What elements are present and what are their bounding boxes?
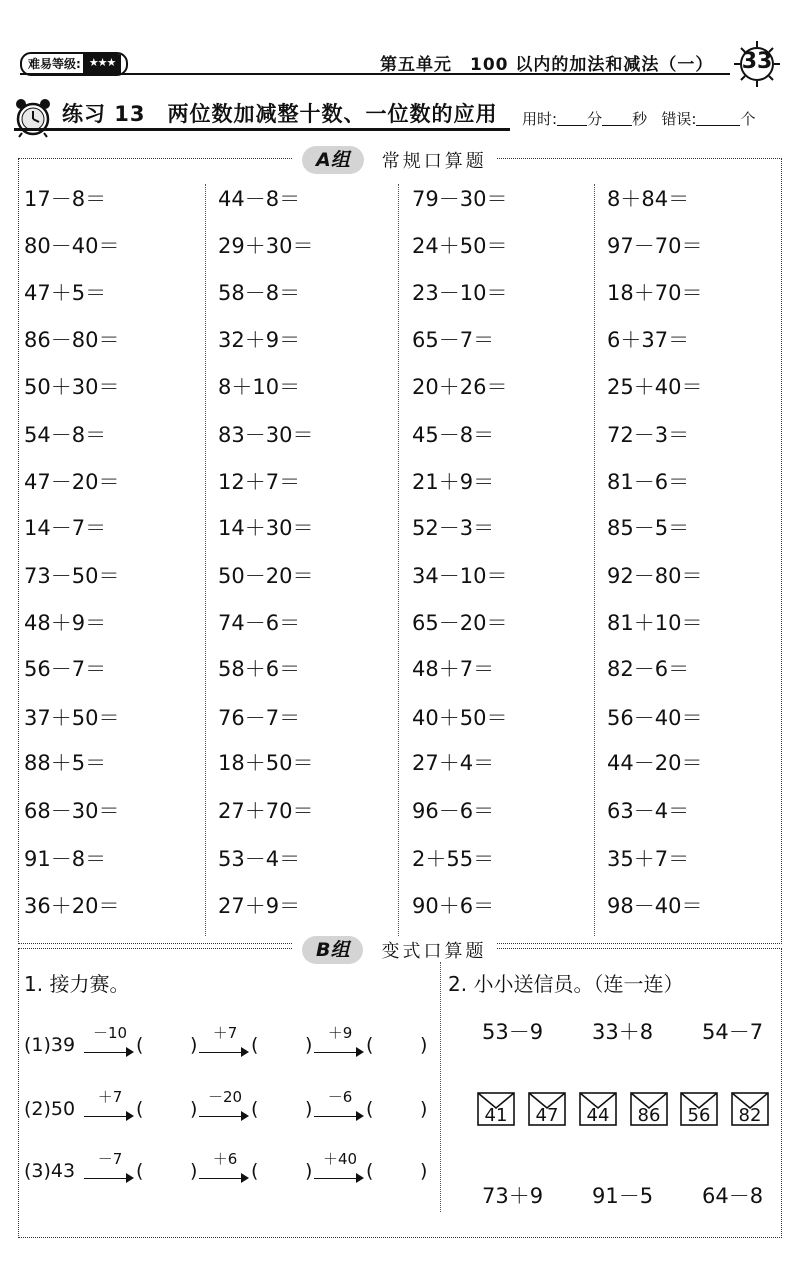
- arithmetic-question: 54－8＝: [24, 423, 107, 447]
- arithmetic-question: 8＋84＝: [607, 187, 690, 211]
- arrow-shaft: [199, 1052, 243, 1053]
- sender-expression: 64－8: [702, 1184, 764, 1208]
- envelope-number: 56: [687, 1105, 711, 1126]
- arrow-shaft: [84, 1178, 128, 1179]
- seconds-blank[interactable]: [602, 111, 632, 126]
- arithmetic-question: 85－5＝: [607, 516, 690, 540]
- arithmetic-question: 76－7＝: [218, 706, 301, 730]
- arithmetic-question: 37＋50＝: [24, 706, 120, 730]
- relay-operation: －20: [207, 1088, 243, 1106]
- group-b-badge: B组: [302, 936, 363, 964]
- envelope-number: 41: [484, 1105, 508, 1126]
- timing-record: [522, 108, 755, 129]
- arithmetic-question: 82－6＝: [607, 657, 690, 681]
- sender-expression: 33＋8: [592, 1020, 654, 1044]
- arrow-head: [126, 1111, 134, 1121]
- envelope-number: 86: [637, 1105, 661, 1126]
- section-b-title: 变式口算题: [381, 941, 487, 962]
- arithmetic-question: 48＋7＝: [412, 657, 495, 681]
- open-paren: (: [366, 1034, 374, 1056]
- sender-expression: 73＋9: [482, 1184, 544, 1208]
- arithmetic-question: 36＋20＝: [24, 894, 120, 918]
- arithmetic-question: 44－20＝: [607, 751, 703, 775]
- arithmetic-question: 68－30＝: [24, 799, 120, 823]
- close-paren: ): [305, 1034, 313, 1056]
- open-paren: (: [251, 1160, 259, 1182]
- envelope-icon[interactable]: [680, 1092, 718, 1126]
- close-paren: ): [190, 1034, 198, 1056]
- close-paren: ): [190, 1160, 198, 1182]
- arithmetic-question: 17－8＝: [24, 187, 107, 211]
- envelope-number: 47: [535, 1105, 559, 1126]
- arithmetic-question: 58＋6＝: [218, 657, 301, 681]
- arrow-head: [241, 1173, 249, 1183]
- arithmetic-question: 8＋10＝: [218, 375, 301, 399]
- arrow-head: [241, 1047, 249, 1057]
- arithmetic-question: 65－7＝: [412, 328, 495, 352]
- arithmetic-question: 83－30＝: [218, 423, 314, 447]
- arithmetic-question: 91－8＝: [24, 847, 107, 871]
- arithmetic-question: 90＋6＝: [412, 894, 495, 918]
- relay-operation: ＋7: [97, 1088, 123, 1106]
- section-b-divider: [440, 962, 441, 1212]
- arithmetic-question: 81－6＝: [607, 470, 690, 494]
- arithmetic-question: 14＋30＝: [218, 516, 314, 540]
- sender-expression: 91－5: [592, 1184, 654, 1208]
- envelope-number: 82: [738, 1105, 762, 1126]
- arithmetic-question: 98－40＝: [607, 894, 703, 918]
- relay-title: 1. 接力赛。: [24, 972, 130, 996]
- arithmetic-question: 80－40＝: [24, 234, 120, 258]
- open-paren: (: [251, 1098, 259, 1120]
- page-number-badge: [733, 40, 781, 88]
- unit-title: 第五单元 100 以内的加法和减法（一）: [380, 55, 714, 75]
- relay-operation: －7: [97, 1150, 123, 1168]
- errors-label: 错误:: [661, 110, 697, 128]
- page-number: 33: [741, 49, 773, 74]
- arithmetic-question: 48＋9＝: [24, 611, 107, 635]
- minutes-blank[interactable]: [557, 111, 587, 126]
- arrow-shaft: [84, 1052, 128, 1053]
- arithmetic-question: 47＋5＝: [24, 281, 107, 305]
- alarm-clock-icon: [12, 96, 54, 138]
- arithmetic-question: 14－7＝: [24, 516, 107, 540]
- arrow-head: [241, 1111, 249, 1121]
- arithmetic-question: 65－20＝: [412, 611, 508, 635]
- arrow-shaft: [314, 1178, 358, 1179]
- arrow-shaft: [199, 1178, 243, 1179]
- arithmetic-question: 86－80＝: [24, 328, 120, 352]
- arithmetic-question: 27＋70＝: [218, 799, 314, 823]
- arithmetic-question: 18＋50＝: [218, 751, 314, 775]
- open-paren: (: [136, 1098, 144, 1120]
- arithmetic-question: 52－3＝: [412, 516, 495, 540]
- column-divider: [205, 184, 206, 936]
- open-paren: (: [136, 1160, 144, 1182]
- lesson-title-rule: [14, 128, 510, 131]
- arithmetic-question: 27＋9＝: [218, 894, 301, 918]
- arrow-head: [356, 1047, 364, 1057]
- column-divider: [398, 184, 399, 936]
- relay-start: (2)50: [24, 1098, 76, 1120]
- arithmetic-question: 50＋30＝: [24, 375, 120, 399]
- relay-row: [24, 1020, 434, 1060]
- arrow-head: [356, 1111, 364, 1121]
- relay-row: [24, 1084, 434, 1124]
- arithmetic-question: 56－7＝: [24, 657, 107, 681]
- close-paren: ): [305, 1160, 313, 1182]
- arithmetic-question: 92－80＝: [607, 564, 703, 588]
- close-paren: ): [420, 1160, 428, 1182]
- column-divider: [594, 184, 595, 936]
- arithmetic-question: 20＋26＝: [412, 375, 508, 399]
- arrow-shaft: [314, 1052, 358, 1053]
- difficulty-label: 难易等级:: [28, 57, 81, 71]
- relay-start: (3)43: [24, 1160, 76, 1182]
- envelope-icon[interactable]: [731, 1092, 769, 1126]
- envelope-icon[interactable]: [528, 1092, 566, 1126]
- envelope-icon[interactable]: [579, 1092, 617, 1126]
- arithmetic-question: 88＋5＝: [24, 751, 107, 775]
- arithmetic-question: 34－10＝: [412, 564, 508, 588]
- difficulty-stars: ★★★: [83, 54, 122, 74]
- arrow-shaft: [84, 1116, 128, 1117]
- seconds-label: 秒: [632, 110, 648, 128]
- relay-start: (1)39: [24, 1034, 76, 1056]
- envelope-number: 44: [586, 1105, 610, 1126]
- lesson-title: 练习 13 两位数加减整十数、一位数的应用: [62, 102, 498, 126]
- arithmetic-question: 50－20＝: [218, 564, 314, 588]
- section-a-box: [18, 158, 782, 944]
- relay-operation: ＋6: [212, 1150, 238, 1168]
- arithmetic-question: 32＋9＝: [218, 328, 301, 352]
- arithmetic-question: 35＋7＝: [607, 847, 690, 871]
- arrow-shaft: [314, 1116, 358, 1117]
- envelope-icon[interactable]: [630, 1092, 668, 1126]
- close-paren: ): [420, 1034, 428, 1056]
- arithmetic-question: 58－8＝: [218, 281, 301, 305]
- arithmetic-question: 21＋9＝: [412, 470, 495, 494]
- arrow-head: [126, 1173, 134, 1183]
- minutes-label: 分: [587, 110, 603, 128]
- arithmetic-question: 18＋70＝: [607, 281, 703, 305]
- sender-expression: 54－7: [702, 1020, 764, 1044]
- arithmetic-question: 79－30＝: [412, 187, 508, 211]
- errors-unit: 个: [740, 110, 756, 128]
- arrow-head: [356, 1173, 364, 1183]
- envelope-icon[interactable]: [477, 1092, 515, 1126]
- relay-operation: ＋7: [212, 1024, 238, 1042]
- close-paren: ): [420, 1098, 428, 1120]
- relay-operation: ＋40: [322, 1150, 358, 1168]
- close-paren: ): [305, 1098, 313, 1120]
- open-paren: (: [366, 1098, 374, 1120]
- errors-blank[interactable]: [696, 111, 740, 126]
- arithmetic-question: 12＋7＝: [218, 470, 301, 494]
- arithmetic-question: 53－4＝: [218, 847, 301, 871]
- relay-operation: ＋9: [327, 1024, 353, 1042]
- section-a-title: 常规口算题: [381, 151, 487, 172]
- relay-operation: －6: [327, 1088, 353, 1106]
- section-a-header: [292, 146, 497, 174]
- arithmetic-question: 27＋4＝: [412, 751, 495, 775]
- time-label: 用时:: [522, 110, 558, 128]
- section-b-header: [292, 936, 496, 964]
- arrow-head: [126, 1047, 134, 1057]
- arithmetic-question: 40＋50＝: [412, 706, 508, 730]
- arithmetic-question: 2＋55＝: [412, 847, 495, 871]
- relay-row: [24, 1146, 434, 1186]
- open-paren: (: [136, 1034, 144, 1056]
- arithmetic-question: 97－70＝: [607, 234, 703, 258]
- arithmetic-question: 56－40＝: [607, 706, 703, 730]
- group-a-badge: A组: [302, 146, 364, 174]
- close-paren: ): [190, 1098, 198, 1120]
- sender-expression: 53－9: [482, 1020, 544, 1044]
- relay-operation: －10: [92, 1024, 128, 1042]
- arithmetic-question: 74－6＝: [218, 611, 301, 635]
- arithmetic-question: 73－50＝: [24, 564, 120, 588]
- arithmetic-question: 6＋37＝: [607, 328, 690, 352]
- arithmetic-question: 47－20＝: [24, 470, 120, 494]
- open-paren: (: [251, 1034, 259, 1056]
- arithmetic-question: 96－6＝: [412, 799, 495, 823]
- arithmetic-question: 72－3＝: [607, 423, 690, 447]
- arithmetic-question: 44－8＝: [218, 187, 301, 211]
- mail-title: 2. 小小送信员。（连一连）: [448, 972, 684, 996]
- arrow-shaft: [199, 1116, 243, 1117]
- open-paren: (: [366, 1160, 374, 1182]
- arithmetic-question: 24＋50＝: [412, 234, 508, 258]
- arithmetic-question: 25＋40＝: [607, 375, 703, 399]
- arithmetic-question: 45－8＝: [412, 423, 495, 447]
- arithmetic-question: 63－4＝: [607, 799, 690, 823]
- arithmetic-question: 23－10＝: [412, 281, 508, 305]
- arithmetic-question: 29＋30＝: [218, 234, 314, 258]
- arithmetic-question: 81＋10＝: [607, 611, 703, 635]
